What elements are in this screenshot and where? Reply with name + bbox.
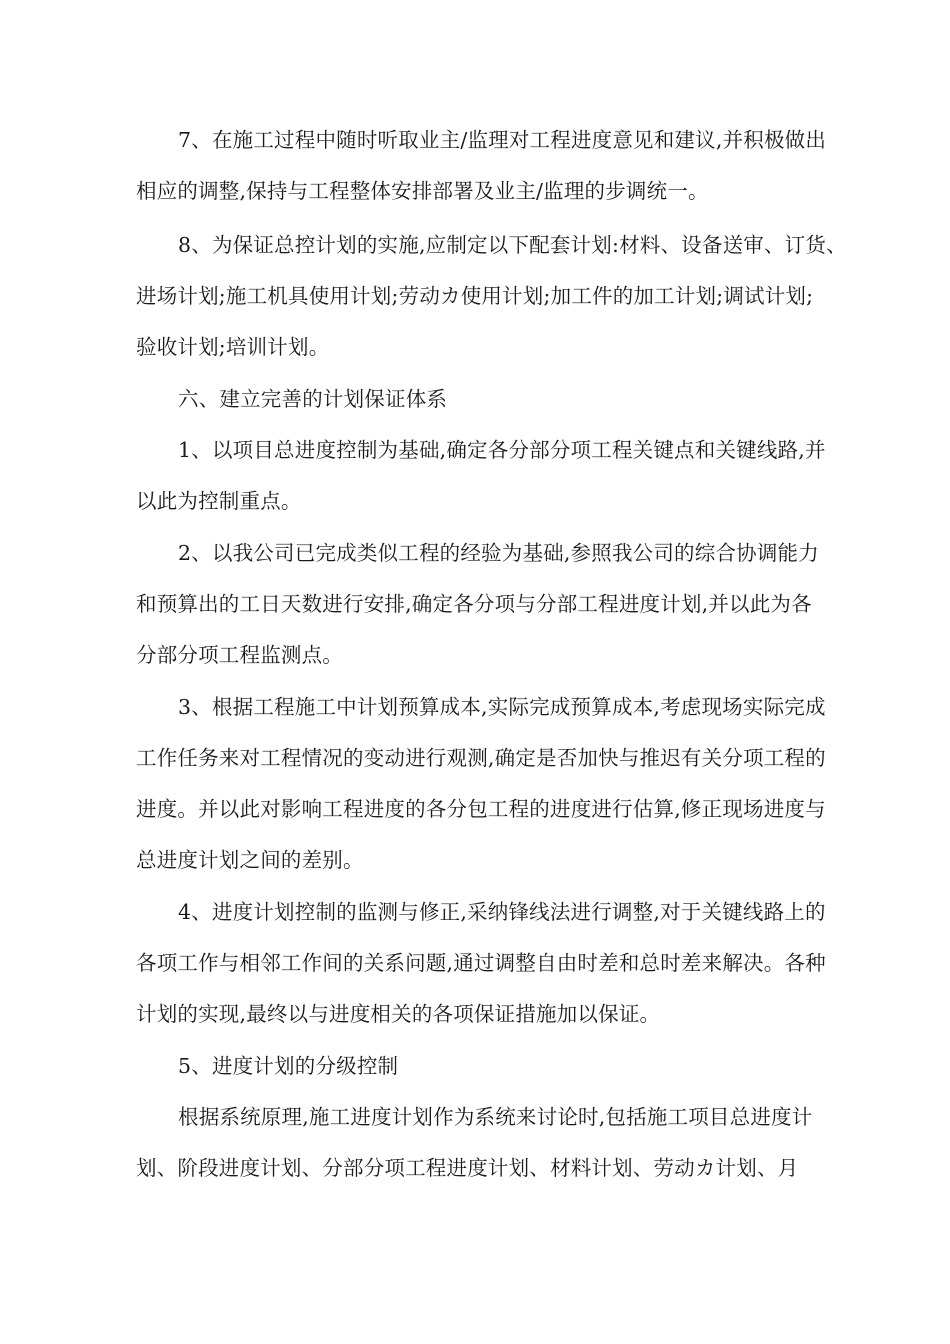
- paragraph-8-line-1: 8、为保证总控计划的实施,应制定以下配套计划:材料、设备送审、订货、: [178, 233, 847, 257]
- paragraph-8-line-2: 进场计划;施工机具使用计划;劳动カ使用计划;加工件的加工计划;调试计划;: [136, 284, 814, 308]
- item-4-line-2: 各项工作与相邻工作间的关系问题,通过调整自由时差和总时差来解决。各种: [136, 951, 826, 975]
- item-3-line-1: 3、根据工程施工中计划预算成本,实际完成预算成本,考虑现场实际完成: [178, 695, 826, 719]
- item-3-line-2: 工作任务来对工程情况的变动进行观测,确定是否加快与推迟有关分项工程的: [136, 746, 826, 770]
- section-heading-6: 六、建立完善的计划保证体系: [178, 387, 448, 411]
- item-1-line-2: 以此为控制重点。: [136, 489, 302, 513]
- item-3-line-3: 进度。并以此对影响工程进度的各分包工程的进度进行估算,修正现场进度与: [136, 797, 826, 821]
- item-2-line-1: 2、以我公司已完成类似工程的经验为基础,参照我公司的综合协调能力: [178, 541, 819, 565]
- item-5-line-1: 根据系统原理,施工进度计划作为系统来讨论时,包括施工项目总进度计: [178, 1105, 813, 1129]
- item-3-line-4: 总进度计划之间的差别。: [136, 848, 364, 872]
- item-5-heading: 5、进度计划的分级控制: [178, 1054, 399, 1078]
- item-5-line-2: 划、阶段进度计划、分部分项工程进度计划、材料计划、劳动カ计划、月: [136, 1156, 799, 1180]
- item-4-line-3: 计划的实现,最终以与进度相关的各项保证措施加以保证。: [136, 1002, 661, 1026]
- paragraph-7-line-2: 相应的调整,保持与工程整体安排部署及业主/监理的步调统一。: [136, 179, 709, 203]
- paragraph-7-line-1: 7、在施工过程中随时听取业主/监理对工程进度意见和建议,并积极做出: [178, 128, 827, 152]
- item-2-line-3: 分部分项工程监测点。: [136, 643, 343, 667]
- item-1-line-1: 1、以项目总进度控制为基础,确定各分部分项工程关键点和关键线路,并: [178, 438, 826, 462]
- paragraph-8-line-3: 验收计划;培训计划。: [136, 335, 330, 359]
- item-2-line-2: 和预算出的工日天数进行安排,确定各分项与分部工程进度计划,并以此为各: [136, 592, 812, 616]
- item-4-line-1: 4、进度计划控制的监测与修正,采纳锋线法进行调整,对于关键线路上的: [178, 900, 826, 924]
